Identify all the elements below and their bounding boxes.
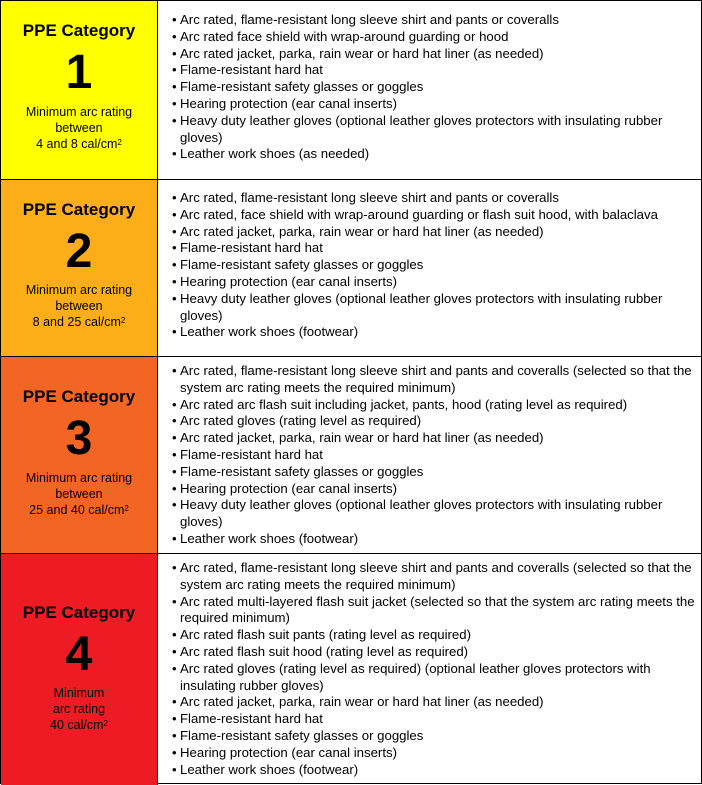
rating-line: [1, 502, 157, 518]
rating-line: [1, 136, 157, 152]
rating-line: arc rating: [52, 702, 106, 716]
list-item: • Arc rated gloves (rating level as required): [172, 413, 699, 430]
list-item: • Heavy duty leather gloves (optional leather gloves protectors with insulating rubber gloves): [172, 291, 699, 325]
category-number: 3: [65, 412, 93, 465]
list-item: • Arc rated jacket, parka, rain wear or hard hat liner (as needed): [172, 694, 699, 711]
list-item: • Leather work shoes (footwear): [172, 531, 699, 548]
rating-line: Minimum: [53, 686, 105, 700]
category-title: PPE Category: [22, 200, 136, 219]
list-item: • Flame-resistant safety glasses or goggles: [172, 464, 699, 481]
rating-line: Minimum arc rating: [25, 105, 133, 119]
list-item: • Arc rated flash suit pants (rating level as required): [172, 627, 699, 644]
rating-line: between: [55, 487, 103, 501]
category-cell-1: [1, 1, 158, 179]
list-item: • Flame-resistant safety glasses or goggles: [172, 728, 699, 745]
list-item: • Hearing protection (ear canal inserts): [172, 481, 699, 498]
category-cell-2: [1, 180, 158, 356]
ppe-row-2: [1, 179, 702, 356]
list-item: • Arc rated gloves (rating level as required) (optional leather gloves protectors with insulating rubber gloves): [172, 661, 699, 695]
minimum-arc-rating: [1, 104, 157, 152]
list-item: • Hearing protection (ear canal inserts): [172, 274, 699, 291]
category-title: PPE Category: [22, 603, 136, 622]
list-item: • Flame-resistant hard hat: [172, 240, 699, 257]
ppe-row-3: [1, 356, 702, 553]
list-item: • Arc rated, flame-resistant long sleeve shirt and pants or coveralls: [172, 12, 699, 29]
list-item: • Arc rated arc flash suit including jacket, pants, hood (rating level as required): [172, 397, 699, 414]
list-item: • Heavy duty leather gloves (optional leather gloves protectors with insulating rubber gloves): [172, 113, 699, 147]
list-item: • Leather work shoes (footwear): [172, 324, 699, 341]
category-title: PPE Category: [22, 387, 136, 406]
ppe-row-4: [1, 553, 702, 785]
list-item: • Arc rated jacket, parka, rain wear or hard hat liner (as needed): [172, 46, 699, 63]
rating-line: Minimum arc rating: [25, 283, 133, 297]
category-title: PPE Category: [22, 21, 136, 40]
list-item: • Flame-resistant safety glasses or goggles: [172, 257, 699, 274]
unit-superscript: 2: [124, 504, 129, 513]
list-item: • Hearing protection (ear canal inserts): [172, 96, 699, 113]
list-item: • Flame-resistant safety glasses or goggles: [172, 79, 699, 96]
ppe-requirements-list: [158, 357, 702, 553]
rating-line: between: [55, 121, 103, 135]
list-item: • Flame-resistant hard hat: [172, 62, 699, 79]
category-number: 1: [65, 46, 93, 99]
list-item: • Arc rated, flame-resistant long sleeve shirt and pants and coveralls (selected so that the system arc rating meets the required minimum): [172, 363, 699, 397]
list-item: • Heavy duty leather gloves (optional leather gloves protectors with insulating rubber gloves): [172, 497, 699, 531]
rating-line: between: [55, 299, 103, 313]
list-item: • Arc rated, flame-resistant long sleeve shirt and pants and coveralls (selected so that the system arc rating meets the required minimum): [172, 560, 699, 594]
category-cell-3: [1, 357, 158, 553]
rating-line: [1, 717, 157, 733]
ppe-requirements-list: [158, 554, 702, 785]
category-number: 2: [65, 225, 93, 278]
list-item: • Flame-resistant hard hat: [172, 711, 699, 728]
list-item: • Arc rated multi-layered flash suit jacket (selected so that the system arc rating meets the required minimum): [172, 594, 699, 628]
unit-superscript: 2: [120, 316, 126, 325]
rating-value: 40 cal/cm: [50, 718, 104, 732]
ppe-row-1: [1, 1, 702, 179]
list-item: • Leather work shoes (footwear): [172, 762, 699, 779]
ppe-requirements-list: [158, 1, 702, 179]
category-number: 4: [65, 628, 93, 681]
list-item: • Flame-resistant hard hat: [172, 447, 699, 464]
ppe-requirements-list: [158, 180, 702, 356]
rating-value: 25 and 40 cal/cm: [29, 503, 125, 517]
minimum-arc-rating: [1, 282, 157, 330]
unit-superscript: 2: [117, 138, 122, 147]
unit-superscript: 2: [103, 719, 108, 728]
rating-value: 8 and 25 cal/cm: [32, 315, 121, 329]
rating-line: [1, 314, 157, 330]
minimum-arc-rating: [1, 470, 157, 518]
list-item: • Hearing protection (ear canal inserts): [172, 745, 699, 762]
list-item: • Arc rated jacket, parka, rain wear or hard hat liner (as needed): [172, 224, 699, 241]
list-item: • Arc rated flash suit hood (rating level as required): [172, 644, 699, 661]
list-item: • Leather work shoes (as needed): [172, 146, 699, 163]
list-item: • Arc rated face shield with wrap-around guarding or hood: [172, 29, 699, 46]
rating-line: Minimum arc rating: [25, 471, 133, 485]
minimum-arc-rating: [1, 685, 157, 733]
category-cell-4: [1, 554, 158, 785]
list-item: • Arc rated jacket, parka, rain wear or hard hat liner (as needed): [172, 430, 699, 447]
list-item: • Arc rated, face shield with wrap-around guarding or flash suit hood, with balaclava: [172, 207, 699, 224]
rating-value: 4 and 8 cal/cm: [36, 137, 118, 151]
list-item: • Arc rated, flame-resistant long sleeve shirt and pants or coveralls: [172, 190, 699, 207]
